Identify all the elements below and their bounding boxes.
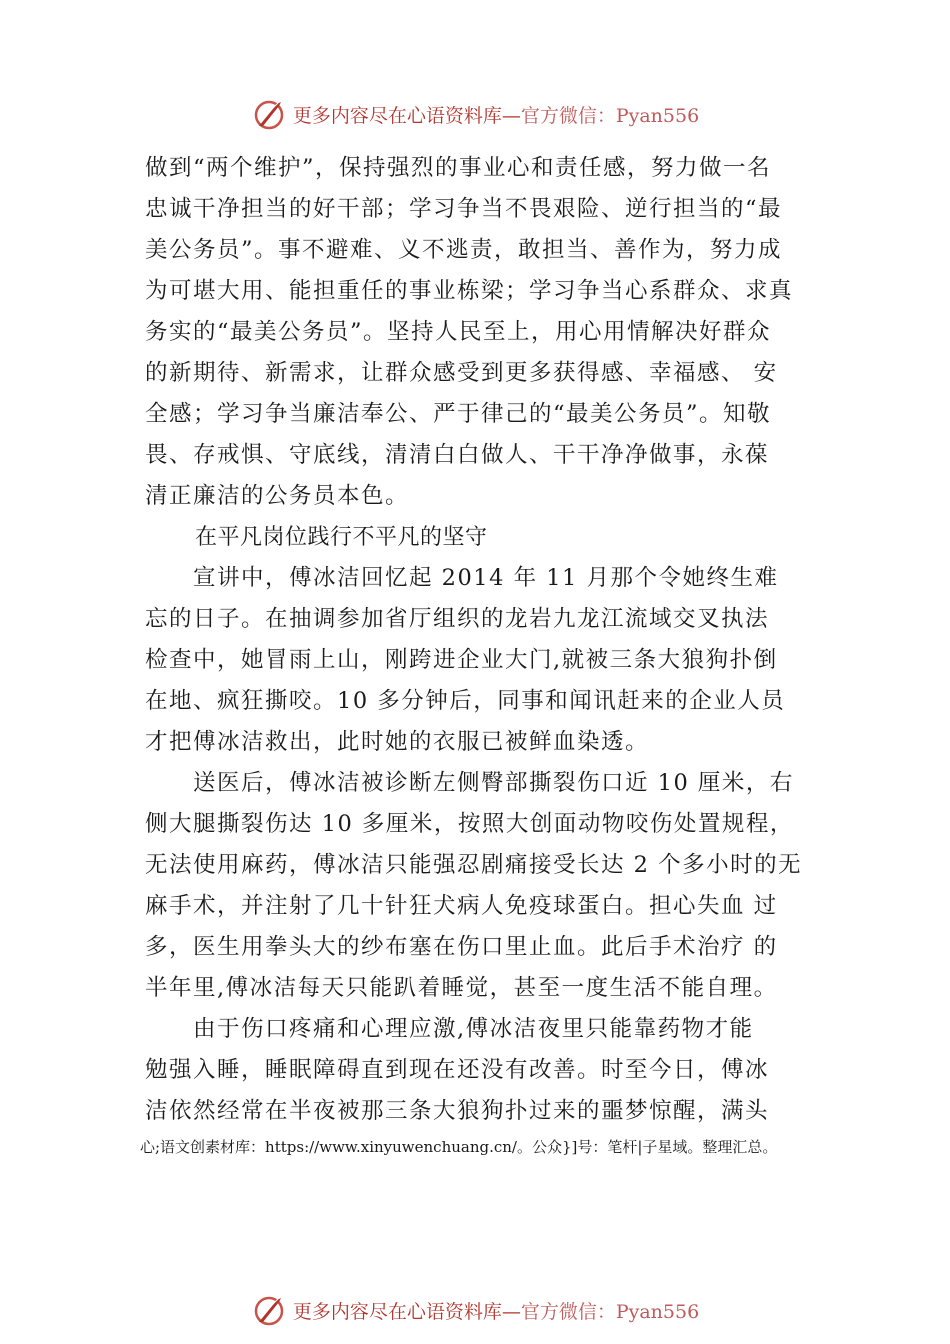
footer-banner-inner (251, 1292, 699, 1328)
paragraph-line: 做到“两个维护”，保持强烈的事业心和责任感，努力做一名 (145, 155, 772, 181)
paragraph-line: 宣讲中，傅冰洁回忆起 2014 年 11 月那个令她终生难 (145, 565, 779, 591)
header-banner (0, 94, 950, 134)
banner-separator: — (501, 104, 521, 127)
source-note: 心;语文创素材库：https://www.xinyuwenchuang.cn/。公众}]号：笔杆|子星域。整理汇总。 (140, 1138, 778, 1156)
paragraph-line: 无法使用麻药，傅冰洁只能强忍剧痛接受长达 2 个多小时的无 (145, 852, 803, 878)
header-banner-inner (251, 96, 699, 132)
banner-title: 更多内容尽在心语资料库 (292, 104, 502, 127)
document-body (145, 148, 835, 1132)
quill-pen-icon (251, 1292, 287, 1328)
paragraph-line: 送医后，傅冰洁被诊断左侧臀部撕裂伤口近 10 厘米，右 (145, 770, 794, 796)
banner-wechat: 官方微信：Pyan556 (520, 104, 700, 127)
paragraph-line: 忠诚干净担当的好干部；学习争当不畏艰险、逆行担当的“最 (145, 196, 783, 222)
banner-text (293, 101, 699, 128)
paragraph-line: 在地、疯狂撕咬。10 多分钟后，同事和闻讯赶来的企业人员 (145, 688, 786, 714)
paragraph-line: 忘的日子。在抽调参加省厅组织的龙岩九龙江流域交叉执法 (145, 606, 770, 632)
section-heading: 在平凡岗位践行不平凡的坚守 (195, 525, 488, 550)
paragraph-line: 的新期待、新需求，让群众感受到更多获得感、幸福感、 安 (145, 360, 778, 386)
banner-wechat: 官方微信：Pyan556 (520, 1300, 700, 1323)
paragraph-line: 检查中，她冒雨上山，刚跨进企业大门,就被三条大狼狗扑倒 (145, 647, 778, 673)
footer-banner (0, 1290, 950, 1330)
paragraph-line: 半年里,傅冰洁每天只能趴着睡觉，甚至一度生活不能自理。 (145, 975, 778, 1001)
paragraph-line: 勉强入睡，睡眠障碍直到现在还没有改善。时至今日，傅冰 (145, 1057, 770, 1083)
paragraph-line: 侧大腿撕裂伤达 10 多厘米，按照大创面动物咬伤处置规程， (145, 811, 794, 837)
paragraph-line: 为可堪大用、能担重任的事业栋梁；学习争当心系群众、求真 (145, 278, 794, 304)
paragraph-line: 麻手术，并注射了几十针狂犬病人免疫球蛋白。担心失血 过 (145, 893, 778, 919)
paragraph-line: 由于伤口疼痛和心理应激,傅冰洁夜里只能靠药物才能 (145, 1016, 754, 1042)
paragraph-line: 清正廉洁的公务员本色。 (145, 483, 410, 509)
paragraph-line: 美公务员”。事不避难、义不逃责，敢担当、善作为，努力成 (145, 237, 783, 263)
quill-pen-icon (251, 96, 287, 132)
banner-separator: — (501, 1300, 521, 1323)
paragraph-line: 全感；学习争当廉洁奉公、严于律己的“最美公务员”。知敬 (145, 401, 772, 427)
paragraph-line: 才把傅冰洁救出，此时她的衣服已被鲜血染透。 (145, 729, 650, 755)
banner-title: 更多内容尽在心语资料库 (292, 1300, 502, 1323)
banner-text (293, 1297, 699, 1324)
paragraph-line: 多，医生用拳头大的纱布塞在伤口里止血。此后手术治疗 的 (145, 934, 778, 960)
paragraph-line: 务实的“最美公务员”。坚持人民至上，用心用情解决好群众 (145, 319, 772, 345)
paragraph-line: 洁依然经常在半夜被那三条大狼狗扑过来的噩梦惊醒，满头 (145, 1098, 770, 1124)
paragraph-line: 畏、存戒惧、守底线，清清白白做人、干干净净做事，永葆 (145, 442, 770, 468)
